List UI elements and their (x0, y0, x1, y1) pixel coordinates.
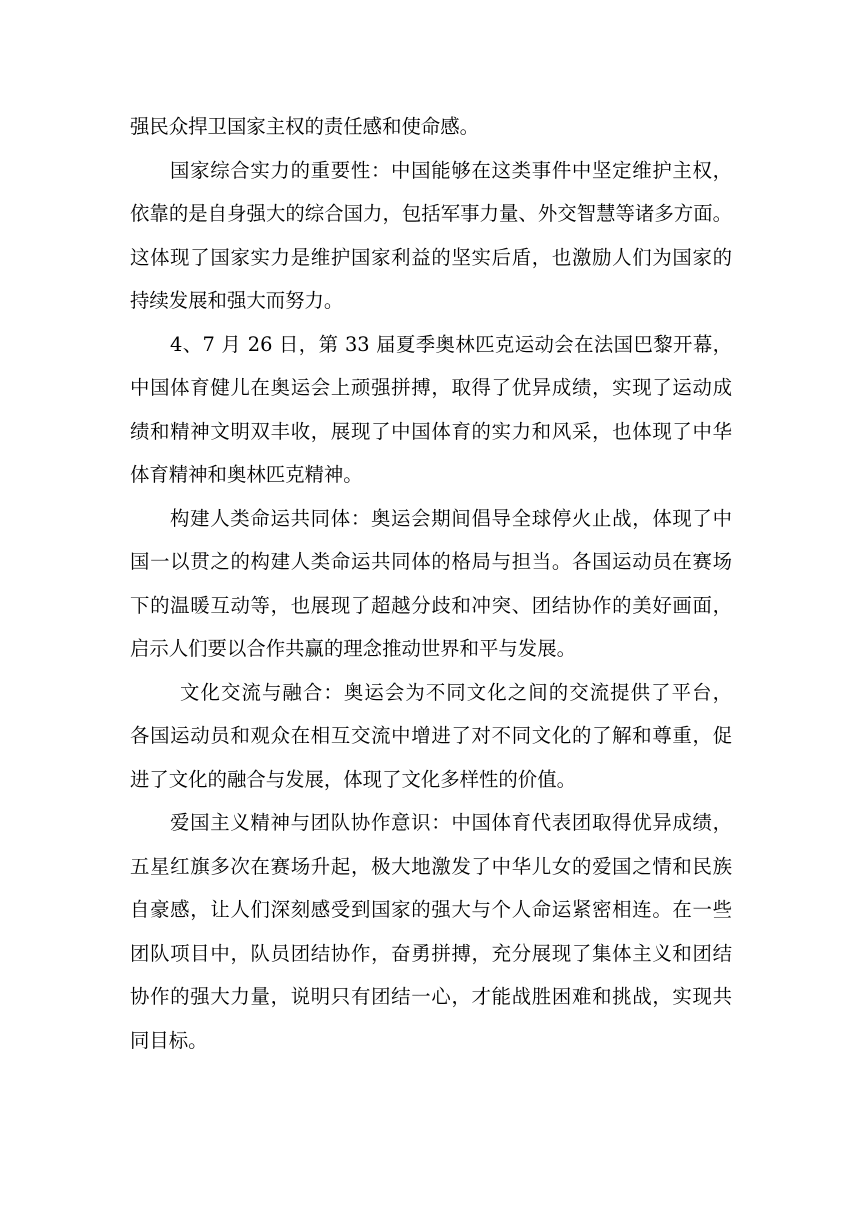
text-line: 强民众捍卫国家主权的责任感和使命感。 (130, 115, 480, 138)
text-line: 中国体育健儿在奥运会上顽强拼搏，取得了优异成绩，实现了运动成 (130, 376, 732, 399)
text-line: 依靠的是自身强大的综合国力，包括军事力量、外交智慧等诸多方面。 (130, 202, 732, 225)
document-body (130, 105, 732, 1062)
paragraph-first-line: 构建人类命运共同体：奥运会期间倡导全球停火止战，体现了中 (170, 506, 732, 530)
text-line: 启示人们要以合作共赢的理念推动世界和平与发展。 (130, 637, 576, 660)
paragraph-first-line: 国家综合实力的重要性：中国能够在这类事件中坚定维护主权， (170, 158, 732, 182)
text-line: 持续发展和强大而努力。 (130, 289, 344, 312)
text-line: 五星红旗多次在赛场升起，极大地激发了中华儿女的爱国之情和民族 (130, 854, 732, 878)
text-line: 同目标。 (130, 1028, 208, 1052)
text-line: 这体现了国家实力是维护国家利益的坚实后盾，也激励人们为国家的 (130, 245, 732, 269)
paragraph-first-line: 4、7 月 26 日，第 33 届夏季奥林匹克运动会在法国巴黎开幕， (170, 332, 732, 356)
text-line: 进了文化的融合与发展，体现了文化多样性的价值。 (130, 767, 576, 791)
text-line: 体育精神和奥林匹克精神。 (130, 463, 363, 486)
text-line: 自豪感，让人们深刻感受到国家的强大与个人命运紧密相连。在一些 (130, 898, 732, 921)
paragraph-first-line: 文化交流与融合：奥运会为不同文化之间的交流提供了平台， (180, 680, 732, 704)
text-line: 团队项目中，队员团结协作，奋勇拼搏，充分展现了集体主义和团结 (130, 941, 732, 965)
text-line: 国一以贯之的构建人类命运共同体的格局与担当。各国运动员在赛场 (130, 550, 732, 573)
text-line: 协作的强大力量，说明只有团结一心，才能战胜困难和挑战，实现共 (130, 985, 732, 1008)
paragraph-first-line: 爱国主义精神与团队协作意识：中国体育代表团取得优异成绩， (170, 811, 732, 834)
text-line: 各国运动员和观众在相互交流中增进了对不同文化的了解和尊重，促 (130, 724, 732, 747)
text-line: 绩和精神文明双丰收，展现了中国体育的实力和风采，也体现了中华 (130, 419, 732, 443)
text-line: 下的温暖互动等，也展现了超越分歧和冲突、团结协作的美好画面， (130, 593, 732, 617)
